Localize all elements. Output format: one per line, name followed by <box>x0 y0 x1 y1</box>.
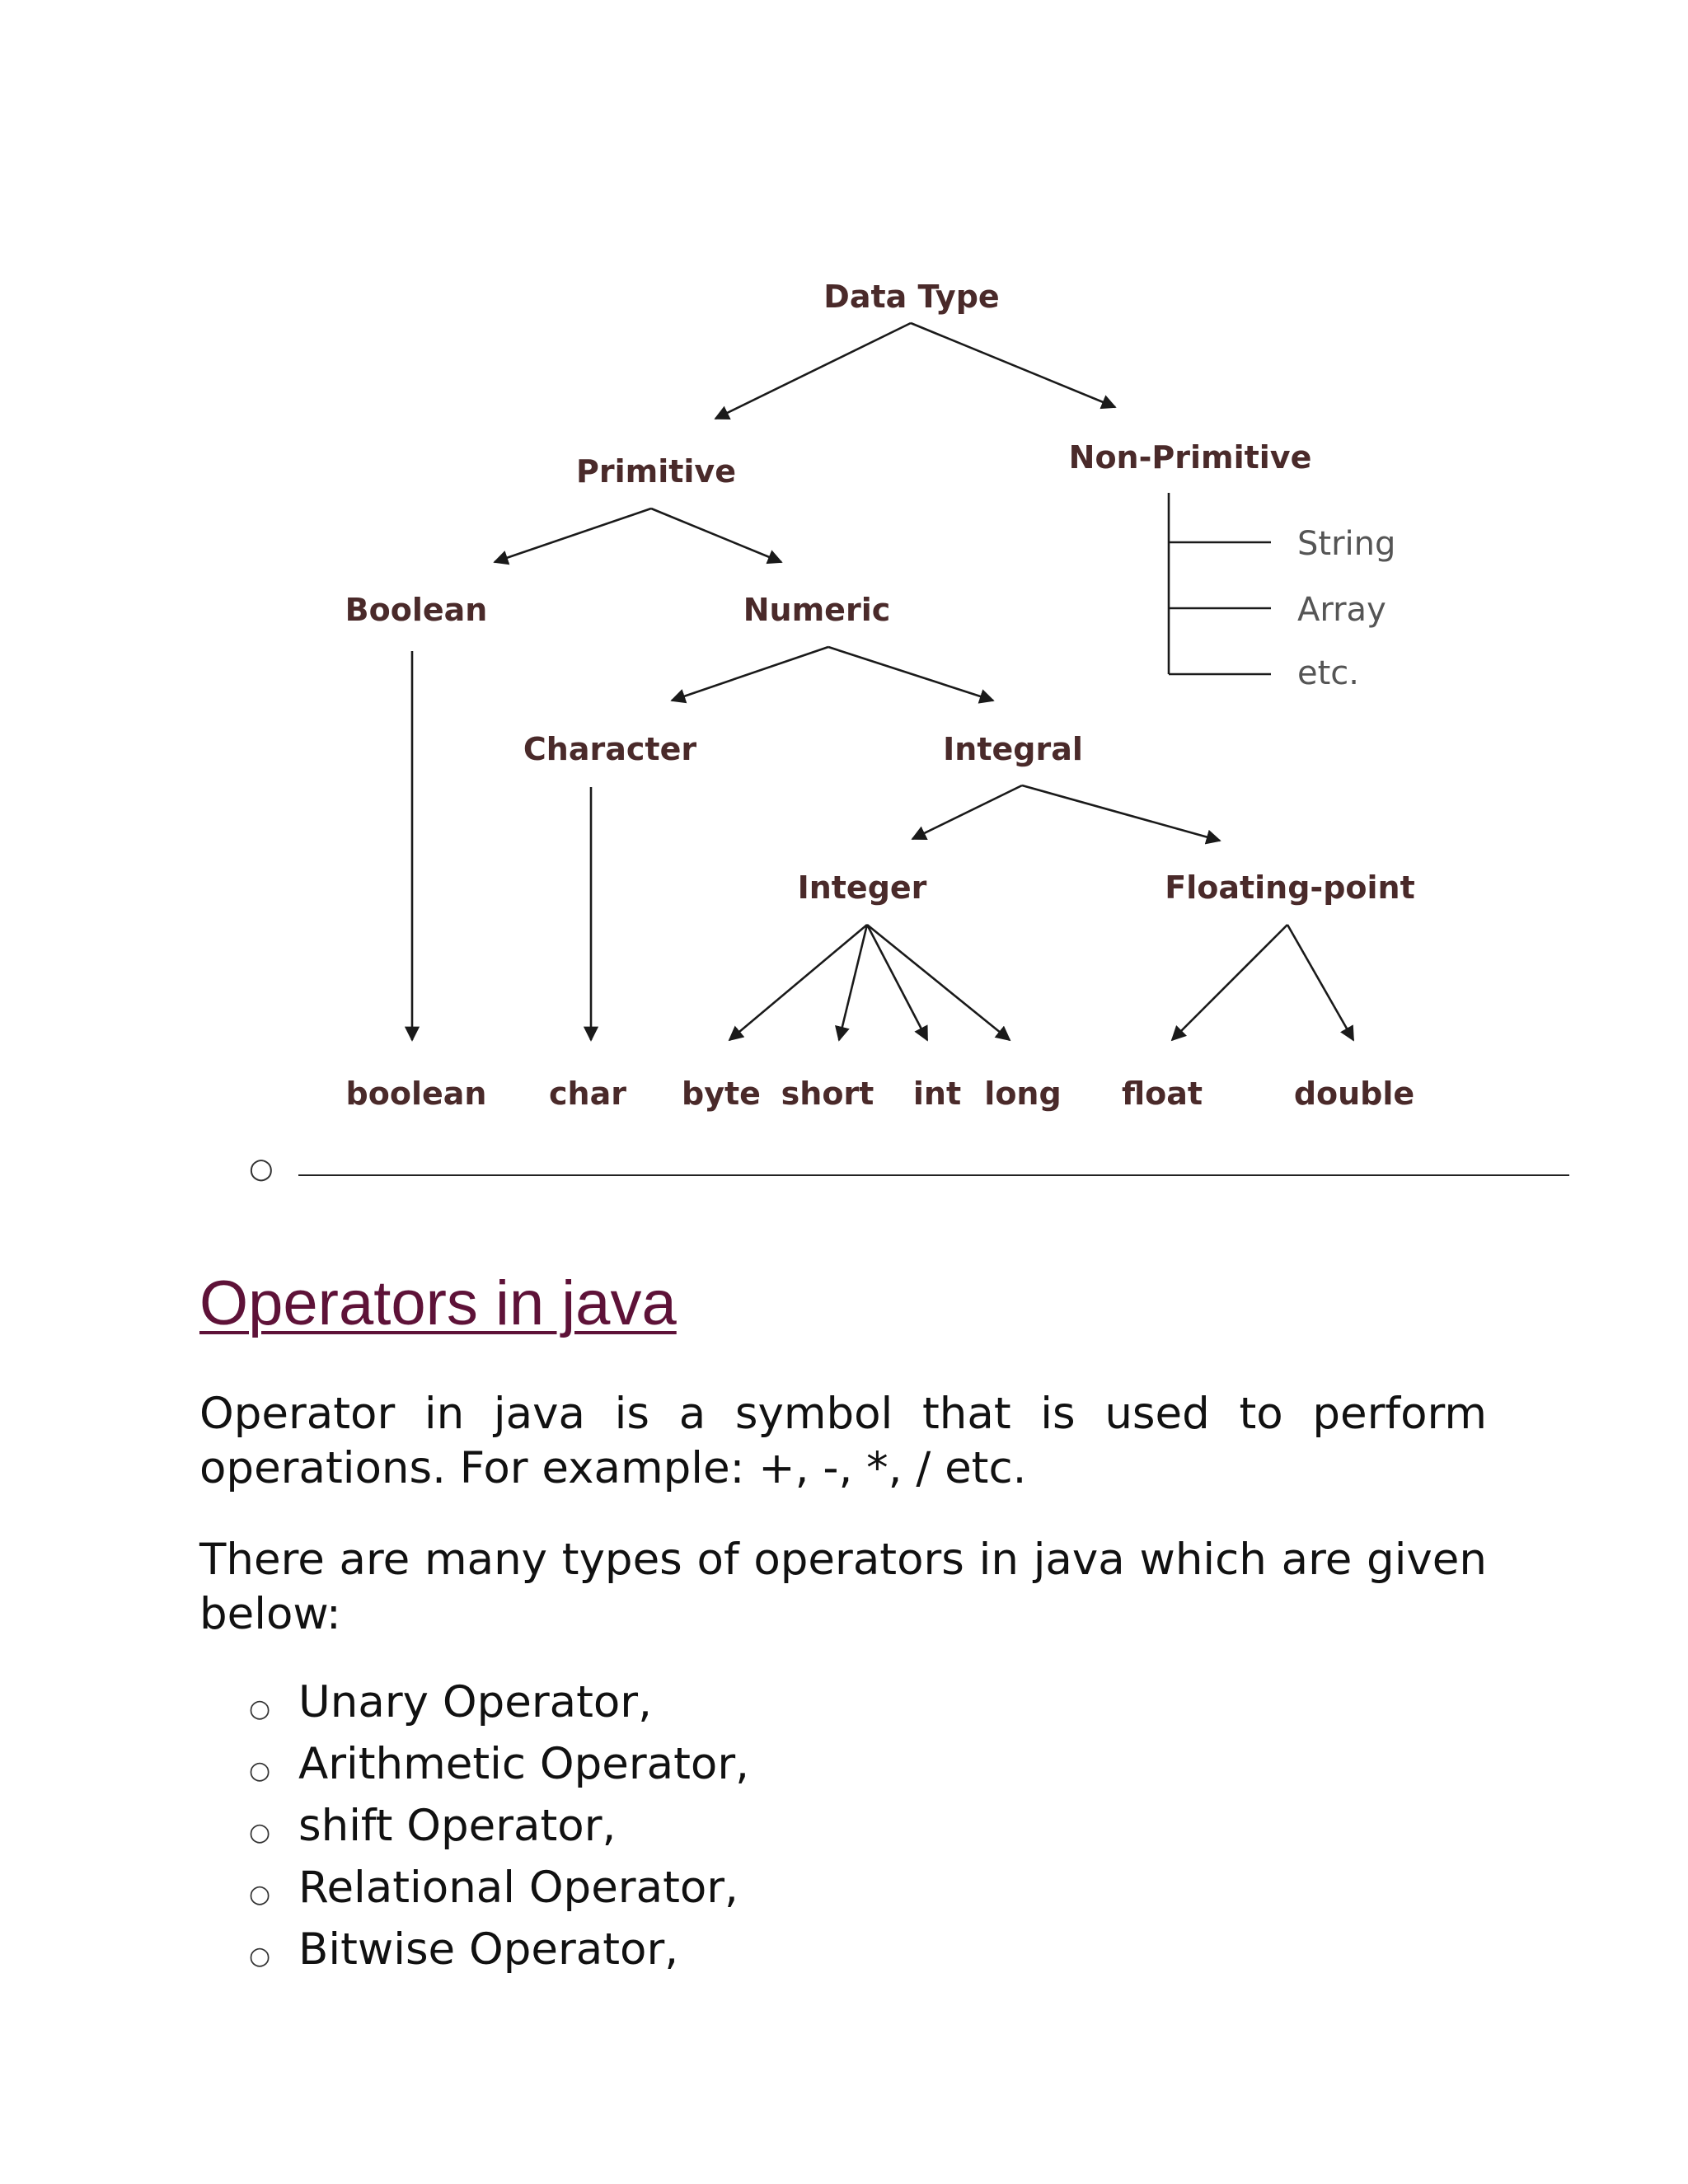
edge-datatype-primitive <box>715 323 911 419</box>
list-item-label: Unary Operator, <box>298 1677 652 1727</box>
list-item-label: Bitwise Operator, <box>298 1924 679 1975</box>
edge-numeric-integral <box>828 647 993 701</box>
operator-list <box>199 1677 749 1986</box>
leaf-short: short <box>781 1076 874 1112</box>
edge-primitive-boolean <box>495 509 651 562</box>
leaf-char: char <box>549 1076 626 1112</box>
bullet-icon: ○ <box>249 1818 271 1847</box>
leaf-boolean: boolean <box>345 1076 487 1112</box>
list-item-label: Arithmetic Operator, <box>298 1739 749 1789</box>
node-integral: Integral <box>943 731 1083 767</box>
non-primitive-item-array: Array <box>1297 591 1386 629</box>
edge-primitive-numeric <box>651 509 781 562</box>
leaf-byte: byte <box>682 1076 761 1112</box>
node-boolean: Boolean <box>345 592 488 628</box>
leaf-float: float <box>1121 1076 1203 1112</box>
list-item <box>199 1863 749 1924</box>
bullet-icon: ○ <box>249 1694 271 1723</box>
node-integer: Integer <box>797 869 927 906</box>
intro-paragraph: Operator in java is a symbol that is used to perform operations. For example: +, -, *, / etc. <box>199 1389 1487 1493</box>
node-data-type: Data Type <box>823 279 1000 315</box>
node-floating-point: Floating-point <box>1165 869 1415 906</box>
list-item-label: shift Operator, <box>298 1801 617 1851</box>
list-item <box>199 1924 749 1986</box>
node-numeric: Numeric <box>743 592 891 628</box>
bullet-icon: ○ <box>249 1942 271 1971</box>
node-non-primitive: Non-Primitive <box>1068 439 1312 476</box>
node-character: Character <box>523 731 697 767</box>
leaf-double: double <box>1293 1076 1415 1112</box>
separator-bullet: ○ <box>249 1152 274 1185</box>
edge-datatype-nonprimitive <box>911 323 1115 407</box>
non-primitive-bracket <box>1169 493 1271 674</box>
diagram-edges <box>412 323 1353 1040</box>
horizontal-rule <box>298 1174 1569 1176</box>
edge-integer-short <box>839 925 867 1040</box>
edge-integral-integer <box>912 785 1022 839</box>
list-item <box>199 1677 749 1739</box>
leaf-int: int <box>912 1076 962 1112</box>
edge-floating-double <box>1287 925 1353 1040</box>
non-primitive-item-etc: etc. <box>1297 654 1359 692</box>
edge-floating-float <box>1172 925 1287 1040</box>
list-item-label: Relational Operator, <box>298 1863 738 1913</box>
section-title: Operators in java <box>199 1268 677 1338</box>
edge-integer-long <box>867 925 1010 1040</box>
leaf-long: long <box>984 1076 1062 1112</box>
edge-integer-byte <box>729 925 867 1040</box>
node-primitive: Primitive <box>576 453 736 490</box>
list-item <box>199 1801 749 1863</box>
non-primitive-item-string: String <box>1297 525 1396 563</box>
list-item <box>199 1739 749 1801</box>
edge-integer-int <box>867 925 927 1040</box>
bullet-icon: ○ <box>249 1756 271 1785</box>
edge-numeric-character <box>672 647 828 701</box>
edge-integral-floating <box>1022 785 1220 841</box>
types-paragraph: There are many types of operators in java which are given below: <box>199 1535 1487 1639</box>
bullet-icon: ○ <box>249 1880 271 1909</box>
